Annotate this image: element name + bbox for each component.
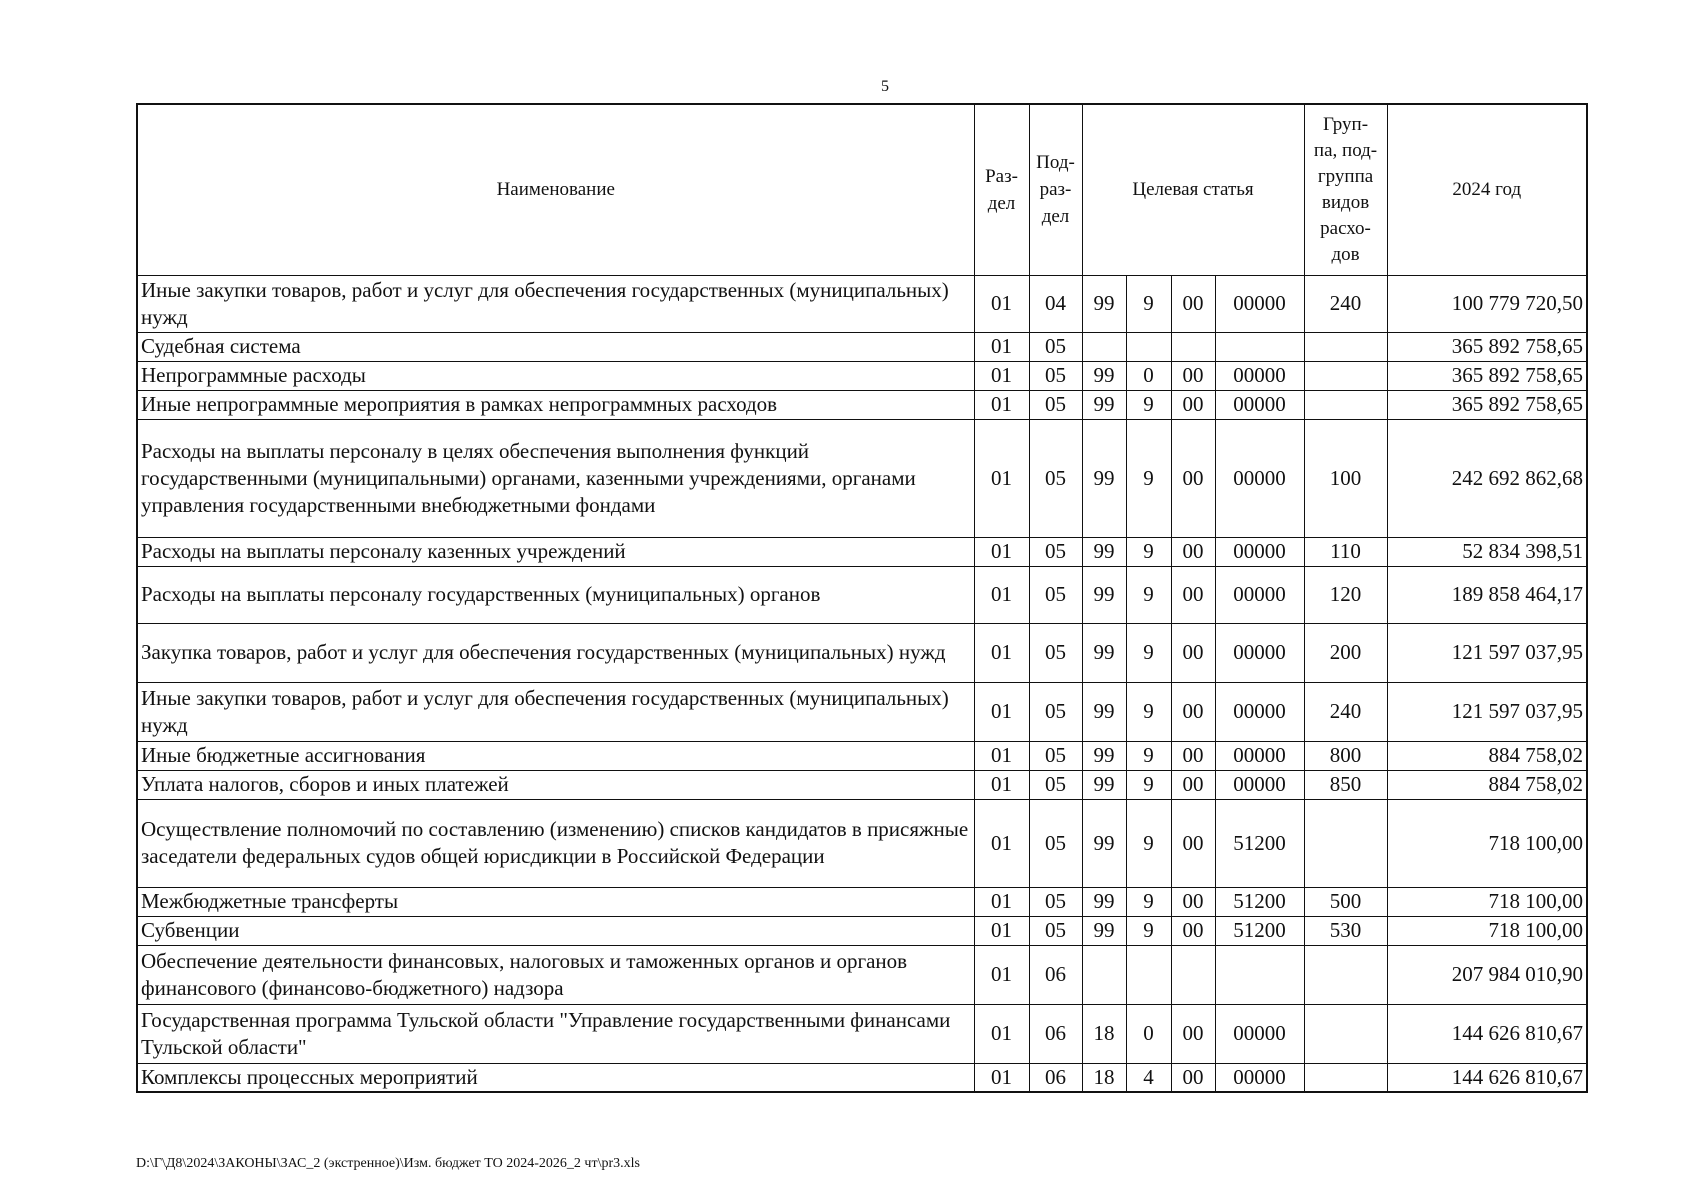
table-row xyxy=(137,1063,1587,1092)
cell-amount: 718 100,00 xyxy=(1387,799,1587,887)
cell-expense-group: 800 xyxy=(1304,741,1387,770)
cell-target-main: 00 xyxy=(1171,799,1215,887)
cell-name: Иные закупки товаров, работ и услуг для обеспечения государственных (муниципальных) нужд xyxy=(137,275,974,332)
cell-amount: 365 892 758,65 xyxy=(1387,390,1587,419)
cell-name: Субвенции xyxy=(137,916,974,945)
cell-target-direction: 00000 xyxy=(1215,1004,1304,1063)
table-body xyxy=(137,275,1587,1092)
cell-target-subprogram: 9 xyxy=(1126,390,1171,419)
page-number: 5 xyxy=(881,78,889,95)
cell-expense-group: 110 xyxy=(1304,537,1387,566)
cell-podrazdel: 05 xyxy=(1029,390,1082,419)
cell-name: Закупка товаров, работ и услуг для обеспечения государственных (муниципальных) нужд xyxy=(137,623,974,682)
cell-expense-group: 100 xyxy=(1304,419,1387,537)
table-row xyxy=(137,741,1587,770)
cell-amount: 365 892 758,65 xyxy=(1387,332,1587,361)
cell-target-subprogram: 9 xyxy=(1126,682,1171,741)
budget-table xyxy=(136,103,1588,1093)
cell-amount: 144 626 810,67 xyxy=(1387,1004,1587,1063)
cell-name: Обеспечение деятельности финансовых, налоговых и таможенных органов и органов финансового (финансово-бюджетного) надзора xyxy=(137,945,974,1004)
cell-expense-group: 850 xyxy=(1304,770,1387,799)
cell-target-direction: 00000 xyxy=(1215,566,1304,623)
cell-podrazdel: 06 xyxy=(1029,1063,1082,1092)
cell-target-program: 99 xyxy=(1082,799,1126,887)
cell-razdel: 01 xyxy=(974,623,1029,682)
table-row xyxy=(137,799,1587,887)
header-name: Наименование xyxy=(137,104,974,275)
cell-target-program: 99 xyxy=(1082,887,1126,916)
cell-expense-group: 120 xyxy=(1304,566,1387,623)
cell-target-program: 99 xyxy=(1082,361,1126,390)
header-razdel: Раз- дел xyxy=(974,104,1029,275)
header-year: 2024 год xyxy=(1387,104,1587,275)
header-podrazdel: Под- раз- дел xyxy=(1029,104,1082,275)
cell-target-program: 18 xyxy=(1082,1063,1126,1092)
cell-target-main: 00 xyxy=(1171,741,1215,770)
cell-podrazdel: 05 xyxy=(1029,332,1082,361)
cell-amount: 884 758,02 xyxy=(1387,770,1587,799)
cell-podrazdel: 05 xyxy=(1029,770,1082,799)
cell-podrazdel: 06 xyxy=(1029,945,1082,1004)
table-row xyxy=(137,623,1587,682)
cell-podrazdel: 05 xyxy=(1029,799,1082,887)
cell-target-main: 00 xyxy=(1171,537,1215,566)
cell-podrazdel: 05 xyxy=(1029,741,1082,770)
cell-target-subprogram: 9 xyxy=(1126,275,1171,332)
cell-expense-group xyxy=(1304,1063,1387,1092)
cell-target-program: 99 xyxy=(1082,537,1126,566)
cell-name: Иные закупки товаров, работ и услуг для обеспечения государственных (муниципальных) нужд xyxy=(137,682,974,741)
cell-expense-group xyxy=(1304,361,1387,390)
cell-name: Уплата налогов, сборов и иных платежей xyxy=(137,770,974,799)
cell-target-direction xyxy=(1215,332,1304,361)
cell-target-program: 99 xyxy=(1082,741,1126,770)
header-expense-group: Груп- па, под- группа видов расхо- дов xyxy=(1304,104,1387,275)
cell-razdel: 01 xyxy=(974,332,1029,361)
table-row xyxy=(137,887,1587,916)
cell-target-main: 00 xyxy=(1171,390,1215,419)
cell-amount: 189 858 464,17 xyxy=(1387,566,1587,623)
cell-target-direction: 00000 xyxy=(1215,1063,1304,1092)
cell-amount: 207 984 010,90 xyxy=(1387,945,1587,1004)
cell-razdel: 01 xyxy=(974,799,1029,887)
cell-target-program: 99 xyxy=(1082,916,1126,945)
table-row xyxy=(137,275,1587,332)
cell-name: Иные непрограммные мероприятия в рамках непрограммных расходов xyxy=(137,390,974,419)
cell-podrazdel: 06 xyxy=(1029,1004,1082,1063)
cell-razdel: 01 xyxy=(974,682,1029,741)
cell-target-direction: 00000 xyxy=(1215,770,1304,799)
cell-target-subprogram: 9 xyxy=(1126,887,1171,916)
cell-amount: 884 758,02 xyxy=(1387,741,1587,770)
file-path-footer: D:\Г\Д8\2024\ЗАКОНЫ\ЗАС_2 (экстренное)\Изм. бюджет ТО 2024-2026_2 чт\pr3.xls xyxy=(136,1156,640,1171)
cell-expense-group: 240 xyxy=(1304,275,1387,332)
cell-target-direction: 00000 xyxy=(1215,419,1304,537)
cell-podrazdel: 05 xyxy=(1029,623,1082,682)
cell-razdel: 01 xyxy=(974,887,1029,916)
cell-target-program: 18 xyxy=(1082,1004,1126,1063)
cell-target-subprogram: 9 xyxy=(1126,537,1171,566)
cell-target-subprogram: 9 xyxy=(1126,799,1171,887)
cell-target-direction: 00000 xyxy=(1215,741,1304,770)
cell-target-program xyxy=(1082,332,1126,361)
cell-target-main: 00 xyxy=(1171,682,1215,741)
cell-razdel: 01 xyxy=(974,1063,1029,1092)
cell-expense-group xyxy=(1304,945,1387,1004)
cell-razdel: 01 xyxy=(974,916,1029,945)
table-row xyxy=(137,566,1587,623)
cell-name: Непрограммные расходы xyxy=(137,361,974,390)
cell-podrazdel: 04 xyxy=(1029,275,1082,332)
cell-target-program xyxy=(1082,945,1126,1004)
cell-razdel: 01 xyxy=(974,361,1029,390)
cell-expense-group xyxy=(1304,390,1387,419)
cell-target-main: 00 xyxy=(1171,419,1215,537)
cell-target-program: 99 xyxy=(1082,623,1126,682)
cell-amount: 121 597 037,95 xyxy=(1387,682,1587,741)
cell-razdel: 01 xyxy=(974,1004,1029,1063)
cell-expense-group xyxy=(1304,1004,1387,1063)
cell-target-subprogram: 9 xyxy=(1126,741,1171,770)
table-row xyxy=(137,332,1587,361)
cell-target-subprogram: 9 xyxy=(1126,623,1171,682)
cell-target-subprogram: 9 xyxy=(1126,916,1171,945)
cell-podrazdel: 05 xyxy=(1029,537,1082,566)
cell-name: Осуществление полномочий по составлению (изменению) списков кандидатов в присяжные заседатели федеральных судов общей юрисдикции в Российской Федерации xyxy=(137,799,974,887)
cell-target-direction: 00000 xyxy=(1215,537,1304,566)
cell-target-main: 00 xyxy=(1171,887,1215,916)
table-header-row xyxy=(137,104,1587,275)
cell-target-main xyxy=(1171,332,1215,361)
cell-name: Государственная программа Тульской области "Управление государственными финансами Тульской области" xyxy=(137,1004,974,1063)
cell-target-main: 00 xyxy=(1171,566,1215,623)
cell-target-subprogram: 9 xyxy=(1126,419,1171,537)
header-target-article: Целевая статья xyxy=(1082,104,1304,275)
cell-target-main: 00 xyxy=(1171,361,1215,390)
cell-target-direction xyxy=(1215,945,1304,1004)
cell-target-direction: 00000 xyxy=(1215,361,1304,390)
cell-target-main: 00 xyxy=(1171,623,1215,682)
cell-target-direction: 51200 xyxy=(1215,799,1304,887)
cell-razdel: 01 xyxy=(974,275,1029,332)
cell-target-direction: 51200 xyxy=(1215,887,1304,916)
cell-target-direction: 00000 xyxy=(1215,390,1304,419)
table-row xyxy=(137,390,1587,419)
cell-name: Судебная система xyxy=(137,332,974,361)
cell-target-program: 99 xyxy=(1082,390,1126,419)
cell-razdel: 01 xyxy=(974,945,1029,1004)
cell-target-program: 99 xyxy=(1082,419,1126,537)
cell-name: Расходы на выплаты персоналу государственных (муниципальных) органов xyxy=(137,566,974,623)
cell-razdel: 01 xyxy=(974,770,1029,799)
cell-target-main: 00 xyxy=(1171,1004,1215,1063)
cell-expense-group: 530 xyxy=(1304,916,1387,945)
table-row xyxy=(137,770,1587,799)
cell-target-program: 99 xyxy=(1082,682,1126,741)
cell-target-subprogram: 9 xyxy=(1126,770,1171,799)
table-row xyxy=(137,1004,1587,1063)
cell-razdel: 01 xyxy=(974,566,1029,623)
cell-target-subprogram: 9 xyxy=(1126,566,1171,623)
cell-podrazdel: 05 xyxy=(1029,361,1082,390)
cell-name: Расходы на выплаты персоналу в целях обеспечения выполнения функций государственными (муниципальными) органами, казенными учреждениями, органами управления государственными внебюджетными фондами xyxy=(137,419,974,537)
cell-target-program: 99 xyxy=(1082,770,1126,799)
table-row xyxy=(137,537,1587,566)
cell-amount: 121 597 037,95 xyxy=(1387,623,1587,682)
cell-podrazdel: 05 xyxy=(1029,419,1082,537)
table-row xyxy=(137,361,1587,390)
cell-target-direction: 51200 xyxy=(1215,916,1304,945)
cell-razdel: 01 xyxy=(974,390,1029,419)
cell-name: Иные бюджетные ассигнования xyxy=(137,741,974,770)
cell-podrazdel: 05 xyxy=(1029,887,1082,916)
table-row xyxy=(137,682,1587,741)
cell-target-subprogram xyxy=(1126,332,1171,361)
cell-amount: 242 692 862,68 xyxy=(1387,419,1587,537)
cell-target-subprogram: 0 xyxy=(1126,1004,1171,1063)
cell-podrazdel: 05 xyxy=(1029,566,1082,623)
cell-razdel: 01 xyxy=(974,741,1029,770)
cell-name: Расходы на выплаты персоналу казенных учреждений xyxy=(137,537,974,566)
cell-target-direction: 00000 xyxy=(1215,623,1304,682)
table-row xyxy=(137,945,1587,1004)
cell-expense-group: 200 xyxy=(1304,623,1387,682)
cell-expense-group: 240 xyxy=(1304,682,1387,741)
cell-amount: 718 100,00 xyxy=(1387,887,1587,916)
cell-amount: 100 779 720,50 xyxy=(1387,275,1587,332)
cell-target-main xyxy=(1171,945,1215,1004)
cell-target-direction: 00000 xyxy=(1215,682,1304,741)
cell-name: Межбюджетные трансферты xyxy=(137,887,974,916)
cell-target-main: 00 xyxy=(1171,770,1215,799)
cell-target-direction: 00000 xyxy=(1215,275,1304,332)
cell-expense-group xyxy=(1304,799,1387,887)
cell-target-subprogram xyxy=(1126,945,1171,1004)
cell-target-main: 00 xyxy=(1171,916,1215,945)
cell-target-program: 99 xyxy=(1082,566,1126,623)
cell-amount: 52 834 398,51 xyxy=(1387,537,1587,566)
cell-target-main: 00 xyxy=(1171,1063,1215,1092)
cell-podrazdel: 05 xyxy=(1029,916,1082,945)
cell-amount: 365 892 758,65 xyxy=(1387,361,1587,390)
cell-expense-group xyxy=(1304,332,1387,361)
cell-amount: 718 100,00 xyxy=(1387,916,1587,945)
table-row xyxy=(137,916,1587,945)
cell-amount: 144 626 810,67 xyxy=(1387,1063,1587,1092)
cell-target-main: 00 xyxy=(1171,275,1215,332)
cell-target-subprogram: 0 xyxy=(1126,361,1171,390)
cell-razdel: 01 xyxy=(974,419,1029,537)
cell-name: Комплексы процессных мероприятий xyxy=(137,1063,974,1092)
cell-expense-group: 500 xyxy=(1304,887,1387,916)
cell-target-program: 99 xyxy=(1082,275,1126,332)
cell-razdel: 01 xyxy=(974,537,1029,566)
cell-podrazdel: 05 xyxy=(1029,682,1082,741)
table-row xyxy=(137,419,1587,537)
cell-target-subprogram: 4 xyxy=(1126,1063,1171,1092)
